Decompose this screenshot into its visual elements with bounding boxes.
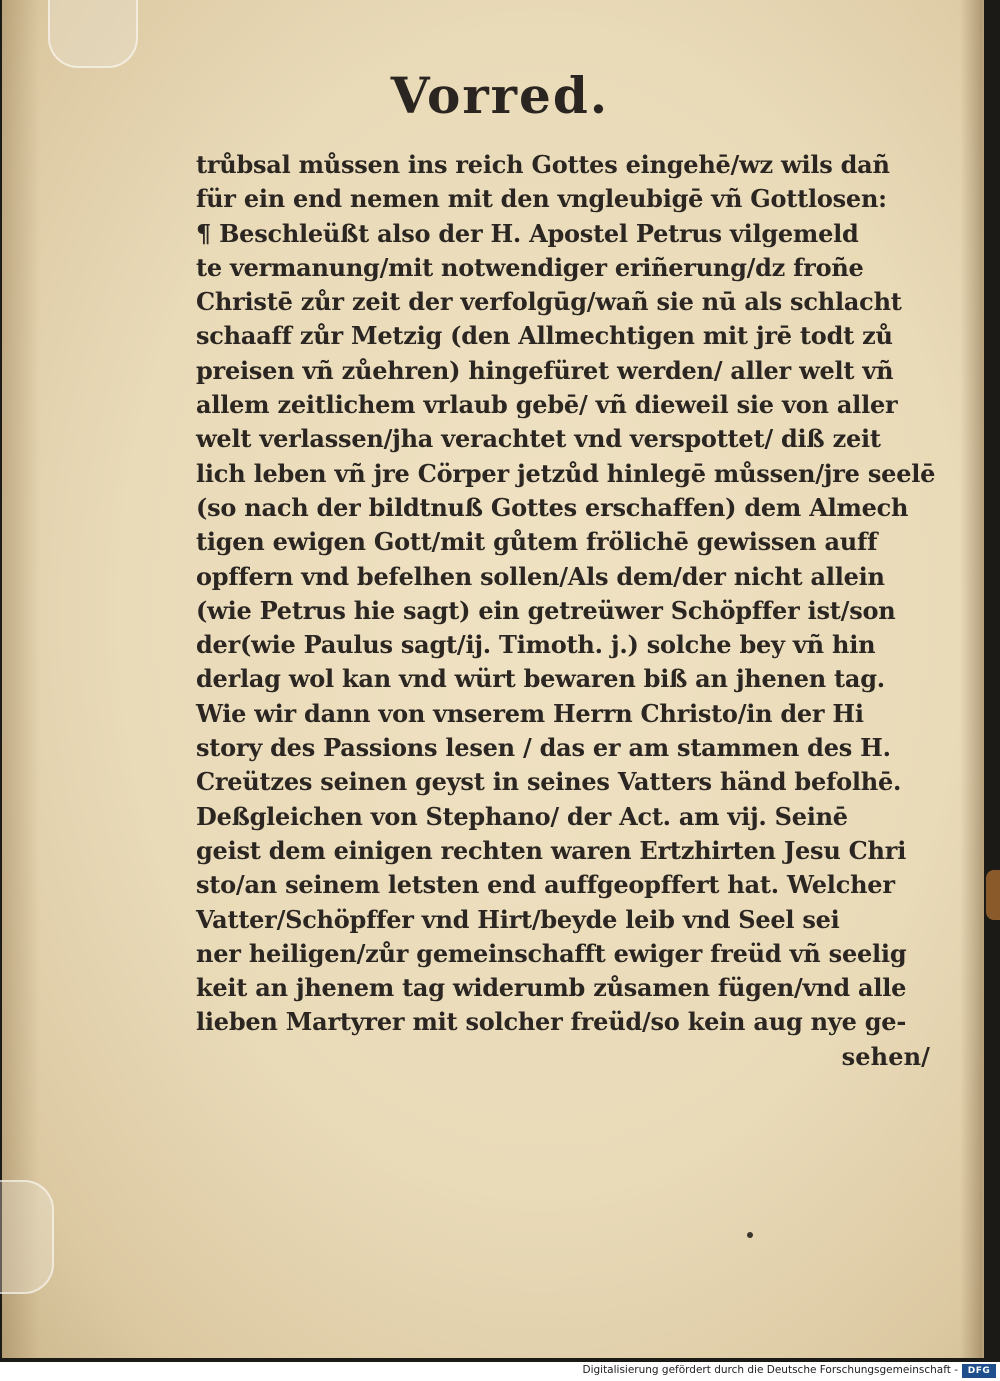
text-line: opffern vnd befelhen sollen/Als dem/der nicht allein <box>196 561 885 591</box>
text-line: lich leben vñ jre Cörper jetzůd hinlegē můssen/jre seelē <box>196 458 936 488</box>
dfg-logo: DFG <box>962 1364 996 1378</box>
text-block <box>196 148 968 1074</box>
text-line: Creützes seinen geyst in seines Vatters händ befolhē. <box>196 767 902 797</box>
text-line: sto/an seinem letsten end auffgeopffert hat. Welcher <box>196 870 895 900</box>
text-line: Deßgleichen von Stephano/ der Act. am vij. Seinē <box>196 801 848 831</box>
text-line: Vatter/Schöpffer vnd Hirt/beyde leib vnd Seel sei <box>196 904 840 934</box>
text-line: trůbsal můssen ins reich Gottes eingehē/wz wils dañ <box>196 150 890 179</box>
text-line: te vermanung/mit notwendiger eriñerung/dz froñe <box>196 252 864 282</box>
text-line: ner heiligen/zůr gemeinschafft ewiger freüd vñ seelig <box>196 938 907 968</box>
text-line: schaaff zůr Metzig (den Allmechtigen mit jrē todt zů <box>196 321 893 351</box>
gutter-shadow <box>2 0 40 1358</box>
text-line: ¶ Beschleüßt also der H. Apostel Petrus vilgemeld <box>196 218 859 248</box>
text-line: tigen ewigen Gott/mit gůtem frölichē gewissen auff <box>196 527 878 557</box>
page-clip-bottom <box>0 1180 54 1294</box>
catchword: sehen/ <box>841 1041 930 1071</box>
text-line: preisen vñ zůehren) hingefüret werden/ aller welt vñ <box>196 355 894 385</box>
footer-bar <box>0 1362 1000 1381</box>
text-line: derlag wol kan vnd würt bewaren biß an jhenen tag. <box>196 664 885 694</box>
text-line: Christē zůr zeit der verfolgūg/wañ sie nū als schlacht <box>196 287 902 317</box>
text-line: geist dem einigen rechten waren Ertzhirten Jesu Chri <box>196 835 907 865</box>
text-line: für ein end nemen mit den vngleubigē vñ Gottlosen: <box>196 184 887 214</box>
text-line: allem zeitlichem vrlaub gebē/ vñ dieweil sie von aller <box>196 390 898 420</box>
text-line: Wie wir dann von vnserem Herrn Christo/in der Hi <box>196 698 864 728</box>
text-line: welt verlassen/jha verachtet vnd verspottet/ diß zeit <box>196 424 881 454</box>
running-head: Vorred. <box>390 66 610 125</box>
text-line: keit an jhenem tag widerumb zůsamen fügen/vnd alle <box>196 973 907 1003</box>
margin-stain <box>986 870 1000 920</box>
page-clip-top <box>48 0 138 68</box>
text-line: story des Passions lesen / das er am stammen des H. <box>196 733 891 763</box>
text-line: (wie Petrus hie sagt) ein getreüwer Schöpffer ist/son <box>196 595 896 625</box>
text-line: lieben Martyrer mit solcher freüd/so kein aug nye ge- <box>196 1007 907 1037</box>
funding-credit: Digitalisierung gefördert durch die Deutsche Forschungsgemeinschaft - <box>582 1364 958 1376</box>
ink-dot <box>747 1232 753 1238</box>
text-line: der(wie Paulus sagt/ij. Timoth. j.) solche bey vñ hin <box>196 630 876 660</box>
text-line: (so nach der bildtnuß Gottes erschaffen) dem Almech <box>196 492 909 522</box>
